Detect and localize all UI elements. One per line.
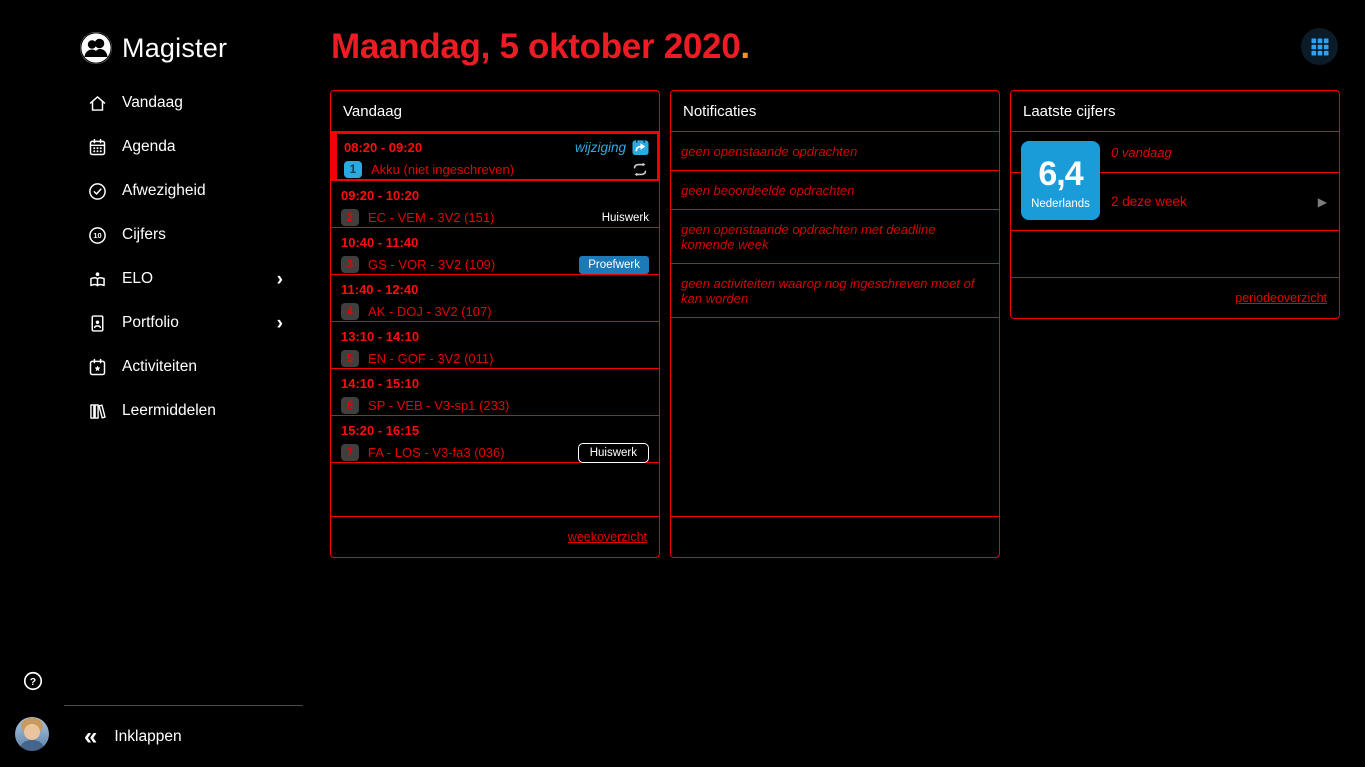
vandaag-panel [330,90,660,558]
collapse-sidebar-button[interactable] [84,723,182,751]
vandaag-panel-footer [331,516,659,557]
lesson-time: 08:20 - 09:20 [344,140,423,155]
sidebar-item-label: Portfolio [122,314,179,331]
schedule-item[interactable] [331,416,659,463]
sidebar-item-leermiddelen[interactable] [0,389,310,433]
title-period: . [740,27,750,66]
brand [79,31,227,65]
chevron-right-arrow-icon: ▶ [1317,194,1327,209]
help-icon [22,670,44,692]
homework-label: Huiswerk [601,211,649,224]
weekoverzicht-link[interactable]: weekoverzicht [567,530,647,544]
sidebar-item-afwezigheid[interactable] [0,169,310,213]
lesson-time: 10:40 - 11:40 [341,235,419,250]
change-label: wijziging [574,140,626,155]
lesson-time: 09:20 - 10:20 [341,188,420,203]
schedule-item[interactable] [331,228,659,275]
double-chevron-left-icon: « [84,723,98,750]
check-circle-icon [87,181,108,202]
lesson-time: 11:40 - 12:40 [341,282,419,297]
notificaties-panel-title: Notificaties [671,91,999,132]
sidebar [0,0,310,767]
magister-logo-icon [79,31,113,65]
chevron-right-icon: › [276,268,283,290]
notificaties-panel-footer [671,516,999,557]
grades-today-row: 0 vandaag [1011,132,1339,173]
lesson-number-badge: 5 [341,350,359,367]
vandaag-panel-title: Vandaag [331,91,659,132]
grades-this-week-row[interactable]: 2 deze week ▶ [1011,173,1339,231]
lesson-subject: EN - GOF - 3V2 (011) [368,351,494,366]
apps-grid-icon [1311,38,1329,56]
lesson-number-badge: 4 [341,303,359,320]
lesson-number-badge: 2 [341,209,359,226]
laatste-cijfers-panel-title: Laatste cijfers [1011,91,1339,132]
notificaties-panel [670,90,1000,558]
lesson-time: 15:20 - 16:15 [341,423,420,438]
lesson-subject: Akku (niet ingeschreven) [371,162,515,177]
avatar[interactable] [15,717,49,751]
lesson-subject: AK - DOJ - 3V2 (107) [368,304,492,319]
lesson-subject: FA - LOS - V3-fa3 (036) [368,445,505,460]
reader-book-icon [87,269,108,290]
sidebar-item-elo[interactable] [0,257,310,301]
sidebar-item-label: Agenda [122,138,176,155]
sidebar-item-label: Cijfers [122,226,166,243]
sidebar-item-activiteiten[interactable] [0,345,310,389]
schedule-item[interactable] [331,322,659,369]
notification-row: geen openstaande opdrachten [671,132,999,171]
grade-10-circle-icon [87,225,108,246]
recurring-icon [631,162,649,177]
lesson-number-badge: 6 [341,397,359,414]
help-button[interactable] [22,670,44,692]
lesson-number-badge: 1 [344,161,362,178]
lesson-time: 13:10 - 14:10 [341,329,420,344]
grade-value: 6,4 [1038,155,1083,193]
lesson-subject: EC - VEM - 3V2 (151) [368,210,495,225]
schedule-item[interactable] [331,369,659,416]
lesson-number-badge: 7 [341,444,359,461]
lesson-time: 14:10 - 15:10 [341,376,420,391]
sidebar-item-cijfers[interactable] [0,213,310,257]
notification-row: geen openstaande opdrachten met deadline komende week [671,210,999,264]
lesson-subject: SP - VEB - V3-sp1 (233) [368,398,510,413]
lesson-subject: GS - VOR - 3V2 (109) [368,257,496,272]
home-icon [87,93,108,114]
laatste-cijfers-panel-footer [1011,277,1339,318]
sidebar-item-portfolio[interactable] [0,301,310,345]
schedule-item[interactable] [331,181,659,228]
chevron-right-icon: › [276,312,283,334]
sidebar-nav [0,81,310,433]
notification-row: geen beoordeelde opdrachten [671,171,999,210]
schedule-item[interactable] [331,275,659,322]
laatste-cijfers-panel [1010,90,1340,319]
sidebar-item-label: Afwezigheid [122,182,206,199]
calendar-star-icon [87,357,108,378]
grade-subject: Nederlands [1031,198,1090,210]
lesson-number-badge: 3 [341,256,359,273]
notification-row: geen activiteiten waarop nog ingeschreven moet of kan worden [671,264,999,318]
test-badge[interactable]: Proefwerk [579,256,649,274]
homework-button[interactable]: Huiswerk [578,443,649,463]
svg-text:10: 10 [93,230,102,240]
apps-grid-button[interactable] [1301,28,1338,65]
collapse-label: Inklappen [114,728,182,745]
schedule-change-icon [632,139,649,156]
schedule-item[interactable] [331,132,659,181]
sidebar-item-agenda[interactable] [0,125,310,169]
sidebar-item-label: ELO [122,270,154,287]
svg-text:?: ? [29,675,37,688]
page-title: Maandag, 5 oktober 2020. [331,27,750,66]
document-person-icon [87,313,108,334]
periodeoverzicht-link[interactable]: periodeoverzicht [1235,291,1327,305]
sidebar-divider [64,705,303,706]
sidebar-item-vandaag[interactable] [0,81,310,125]
sidebar-item-label: Leermiddelen [122,402,216,419]
brand-name: Magister [122,32,228,63]
sidebar-item-label: Activiteiten [122,358,197,375]
books-icon [87,401,108,422]
grade-tile[interactable] [1021,141,1100,220]
calendar-icon [87,137,108,158]
sidebar-item-label: Vandaag [122,94,183,111]
